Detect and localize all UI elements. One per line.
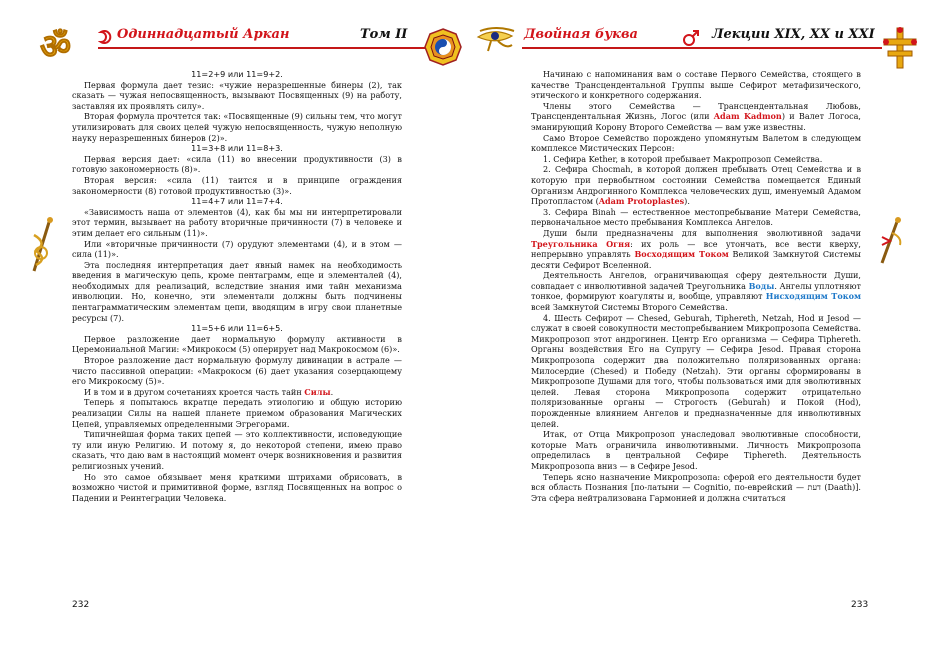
paragraph-text: ) и Валет Логоса, эманирующий Корону Второго Семейства — вам уже известны. bbox=[531, 111, 862, 132]
paragraph bbox=[72, 207, 402, 239]
page-number: 232 bbox=[72, 600, 90, 610]
paragraph bbox=[531, 313, 861, 430]
paragraph bbox=[531, 164, 861, 206]
paragraph-text: Но это самое обязывает меня краткими штрихами обрисовать, в возможно чистой и примитивной форме, взгляд Посвященных на вопрос о Падении и Реинтеграции Человека. bbox=[72, 471, 402, 503]
red-highlight: Adam Kadmon bbox=[713, 111, 782, 122]
paragraph bbox=[72, 111, 402, 143]
red-highlight: Adam Protoplastes bbox=[598, 196, 685, 207]
paragraph-text: 2. Сефира Chocmah, в которой должен пребывать Отец Семейства и в которую при первобытном состоянии Семейства помещается Единый Организм Андрогинного Комплекса человеческих душ, именуемый Адамом Протопластом ( bbox=[531, 164, 861, 207]
paragraph bbox=[531, 207, 861, 228]
blue-highlight: Нисходящим Током bbox=[765, 291, 861, 302]
paragraph-text: Члены этого Семейства — Трансцендентальная Любовь, Трансцендентальная Жизнь, Логос (или bbox=[531, 100, 861, 122]
paragraph-text: Великой Замкнутой Системы десяти Сефирот Вселенной. bbox=[531, 249, 861, 270]
left-body-text bbox=[72, 69, 402, 503]
paragraph-text: 11=2+9 или 11=9+2. bbox=[191, 69, 283, 79]
paragraph-text: Итак, от Отца Микропрозоп унаследовал эволютивные способности, которые Мать ограничила инволютивными. Личность Микропрозопа определилась в центральной Сефире Tiphereth. Деятельность Микропрозопа вниз — в Сефире Jesod. bbox=[531, 429, 861, 471]
paragraph bbox=[531, 69, 861, 101]
paragraph-text: Теперь я попытаюсь вкратце передать этиологию и общую историю реализации Силы на нашей планете приемом образования Магических Цепей, управляемых определенными Эгрегорами. bbox=[72, 397, 402, 429]
header-title: Двойная буква bbox=[524, 27, 638, 42]
paragraph bbox=[72, 175, 402, 196]
serpent-staff-icon bbox=[28, 215, 56, 275]
paragraph bbox=[72, 80, 402, 112]
header-lectures: Лекции XIX, XX и XXI bbox=[712, 27, 875, 42]
paragraph-text: Само Второе Семейство порождено упомянутым Валетом в следующем комплексе Мистических Персон: bbox=[531, 132, 861, 154]
paragraph bbox=[72, 429, 402, 471]
paragraph-text: Души были предназначены для выполнения эволютивной задачи bbox=[543, 227, 861, 238]
paragraph-text: Первая версия дает: «сила (11) во внесении продуктивности (3) в готовую закономерность (8)». bbox=[72, 153, 402, 175]
paragraph-text: Теперь ясно назначение Микропрозопа: сферой его деятельности будет вся область Познания [по-латыни — Cognitio, по-еврейский — דעת (Daath)]. Эта сфера нейтрализована Гармонией и должна считаться bbox=[531, 471, 861, 503]
header-title: Одиннадцатый Аркан bbox=[117, 27, 290, 42]
paragraph-text: всей Замкнутой Системы Второго Семейства. bbox=[531, 302, 728, 313]
eye-of-horus-icon bbox=[476, 27, 516, 53]
paragraph-text: Деятельность Ангелов, ограничивающая сферу деятельности Души, совпадает с инволютивной задачей Треугольника bbox=[531, 270, 861, 291]
paragraph-text: Типичнейшая форма таких цепей — это коллективности, исповедующие ту или иную Религию. И потому я, до некоторой степени, имею право сказать, что даю вам в настоящий момент очерк возникновения и развития религиозных учений. bbox=[72, 429, 402, 471]
paragraph bbox=[72, 397, 402, 429]
paragraph-text: Второе разложение даст нормальную формулу дивинации в астрале — чисто пассивной операции: «Макрокосм (6) дает указания созерцающему его Микрокосму (5)». bbox=[72, 355, 402, 387]
paragraph-text: : их роль — все утончать, все вести кверху, непрерывно управлять bbox=[531, 238, 861, 260]
crescent-icon bbox=[98, 29, 112, 43]
paragraph-text: Начинаю с напоминания вам о составе Первого Семейства, стоящего в качестве Трансцендентальной Группы выше Сефирот метафизического, этического и конкретного содержания. bbox=[531, 69, 861, 101]
right-body-text bbox=[531, 69, 861, 503]
mars-icon bbox=[682, 29, 700, 47]
paragraph-text: Или «вторичные причинности (7) орудуют элементами (4), и в этом — сила (11)». bbox=[72, 238, 402, 260]
paragraph-text: . Ангелы уплотняют тонкое, формируют коагуляты и, вообще, управляют bbox=[531, 280, 861, 302]
paragraph-text: «Зависимость наша от элементов (4), как бы мы ни интерпретировали этот термин, вызывает на работу вторичные причинности (7) в человеке и этим делает его сильным (11)». bbox=[72, 206, 402, 238]
paragraph-text: . bbox=[330, 386, 334, 397]
paragraph-text: Эта последняя интерпретация дает явный намек на необходимость введения в магическую цепь, кроме пентаграмм, еще и элементалей (4), необходимых для реализаций, вследствие знания ими тайн механизма инволюции. Но, конечно, эти элементали должны быть подчинены пентаграмматическим элементам цепи, вводящим в игру свои планетные ресурсы (7). bbox=[72, 259, 402, 323]
paragraph bbox=[72, 69, 402, 80]
paragraph bbox=[72, 239, 402, 260]
svg-text:ॐ: ॐ bbox=[40, 27, 72, 66]
paragraph bbox=[72, 472, 402, 504]
paragraph bbox=[531, 228, 861, 270]
paragraph bbox=[72, 154, 402, 175]
paragraph-text: Вторая формула прочтется так: «Посвященные (9) сильны тем, что могут утилизировать для своих целей чужую непосвященность, чужую неполную науку неразрешенных бинеров (2)». bbox=[72, 111, 402, 143]
paragraph-text: Первая формула дает тезис: «чужие неразрешенные бинеры (2), так сказать — чужая непосвященность, вызывают Посвященных (9) на работу, заставляя их проявлять силу». bbox=[72, 79, 402, 111]
paragraph bbox=[72, 387, 402, 398]
paragraph bbox=[72, 323, 402, 334]
blue-highlight: Воды bbox=[748, 280, 775, 291]
red-highlight: Треугольника Огня bbox=[531, 238, 631, 249]
paragraph bbox=[531, 154, 861, 165]
paragraph-text: 11=5+6 или 11=6+5. bbox=[191, 323, 283, 334]
paragraph bbox=[531, 133, 861, 154]
paragraph-text: 11=3+8 или 11=8+3. bbox=[191, 143, 283, 154]
paragraph bbox=[72, 260, 402, 324]
page-number: 233 bbox=[851, 600, 869, 610]
paragraph-text: 4. Шесть Сефирот — Chesed, Geburah, Tiphereth, Netzah, Hod и Jesod — служат в своей совокупности местопребыванием Микропрозопа Семейства. Микропрозоп этот андрогинен. Центр Его организма — Сефира Tiphereth. Органы воздействия Его на Супругу — Сефира Jesod. Правая сторона Микропрозопа содержит два положительно поляризованных органа: Милосердие (Chesed) и Победу (Netzah). Эти органы сформированы в Микропрозопе Душами для того, чтобы пользоваться ими для эволютивных целей. Левая сторона Микропрозопа содержит отрицательно поляризованные органы — Строгость (Geburah) и Покой (Hod), порожденные влиянием Ангелов и предназначенные для инволютивных целей. bbox=[531, 312, 861, 429]
paragraph-text: Первое разложение дает нормальную формулу активности в Церемониальной Магии: «Микрокосм (5) оперирует над Макрокосмом (6)». bbox=[72, 333, 402, 355]
winged-staff-icon bbox=[874, 215, 906, 267]
paragraph bbox=[72, 355, 402, 387]
paragraph-text: Вторая версия: «сила (11) таится и в принципе ограждения закономерности (8) готовой продуктивностью (3)». bbox=[72, 174, 402, 196]
header-volume: Том II bbox=[360, 27, 408, 42]
om-icon bbox=[36, 26, 80, 66]
red-highlight: Силы bbox=[304, 386, 331, 397]
paragraph-text: 3. Сефира Binah — естественное местопребывание Матери Семейства, первоначальное место пребывания Комплекса Ангелов. bbox=[531, 206, 861, 228]
paragraph bbox=[72, 334, 402, 355]
paragraph bbox=[531, 101, 861, 133]
paragraph bbox=[72, 143, 402, 154]
header-rule bbox=[522, 47, 882, 49]
paragraph bbox=[531, 429, 861, 471]
red-highlight: Восходящим Током bbox=[634, 249, 729, 260]
paragraph-text: И в том и в другом сочетаниях кроется часть тайн bbox=[84, 386, 305, 397]
bagua-icon bbox=[424, 28, 462, 66]
paragraph bbox=[72, 196, 402, 207]
paragraph-text: ). bbox=[684, 196, 690, 207]
ornate-cross-icon bbox=[878, 26, 922, 70]
paragraph-text: 1. Сефира Kether, в которой пребывает Макропрозоп Семейства. bbox=[543, 153, 823, 164]
paragraph bbox=[531, 270, 861, 312]
paragraph-text: 11=4+7 или 11=7+4. bbox=[191, 196, 283, 207]
paragraph bbox=[531, 472, 861, 504]
header-rule bbox=[98, 47, 438, 49]
right-page bbox=[468, 0, 936, 667]
